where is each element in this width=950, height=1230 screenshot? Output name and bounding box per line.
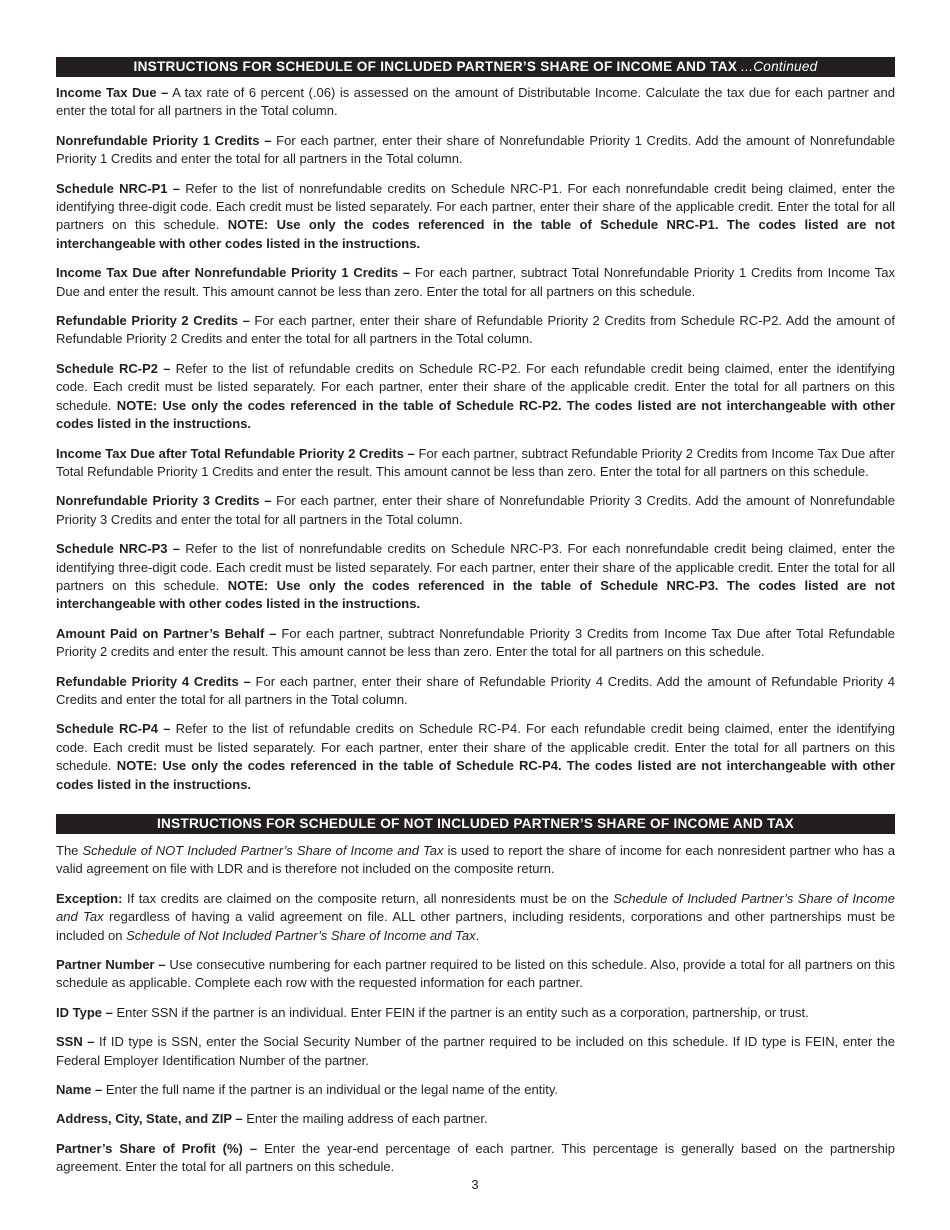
paragraph-body: For each partner, enter their share of Refundable Priority 4 Credits. Add the amount of Refundable Priority 4 Credits and enter the total for all partners in the Total column. <box>56 673 895 707</box>
intro-text: The <box>56 843 83 858</box>
schedule-rc-p4-paragraph <box>56 720 895 794</box>
paragraph-body: For each partner, enter their share of Nonrefundable Priority 1 Credits. Add the amount of Nonrefundable Priority 1 Credits and enter the total for all partners in the Total column. <box>56 132 895 167</box>
paragraph-heading: Amount Paid on Partner’s Behalf – <box>56 625 277 641</box>
paragraph-heading: Income Tax Due after Nonrefundable Priority 1 Credits – <box>56 265 411 281</box>
nonrefundable-priority-1-paragraph <box>56 132 895 169</box>
refundable-priority-2-paragraph <box>56 312 895 349</box>
partner-number-paragraph <box>56 956 895 993</box>
not-included-intro-paragraph <box>56 842 895 879</box>
paragraph-body: If ID type is SSN, enter the Social Security Number of the partner required to be included on this schedule. If ID type is FEIN, enter the Federal Employer Identification Number of the partner. <box>56 1034 896 1068</box>
instructions-page <box>56 57 895 1188</box>
exception-schedule-title: Schedule of Not Included Partner’s Share of Income and Tax <box>126 927 476 943</box>
paragraph-heading: Exception: <box>56 890 123 906</box>
paragraph-note: NOTE: Use only the codes referenced in the table of Schedule NRC-P3. The codes listed are not interchangeable with other codes listed in the instructions. <box>56 577 895 612</box>
paragraph-heading: Income Tax Due after Total Refundable Priority 2 Credits – <box>56 445 415 461</box>
amount-paid-on-behalf-paragraph <box>56 625 895 662</box>
paragraph-heading: Schedule NRC-P1 – <box>56 180 180 196</box>
paragraph-heading: Schedule RC-P2 – <box>56 360 171 376</box>
ssn-paragraph <box>56 1033 895 1070</box>
paragraph-heading: Nonrefundable Priority 3 Credits – <box>56 493 272 509</box>
income-tax-due-after-priority-2-paragraph <box>56 445 895 482</box>
page-number: 3 <box>471 1177 479 1192</box>
paragraph-body: Refer to the list of nonrefundable credits on Schedule NRC-P3. For each nonrefundable credit being claimed, enter the identifying three-digit code. Each credit must be listed separately. For each partner, enter their share of the applicable credit. Enter the total for all partners on this schedule. <box>56 541 895 593</box>
paragraph-body: Enter the mailing address of each partner. <box>242 1111 488 1127</box>
partner-share-of-profit-paragraph <box>56 1140 895 1177</box>
paragraph-note: NOTE: Use only the codes referenced in the table of Schedule NRC-P1. The codes listed are not interchangeable with other codes listed in the instructions. <box>56 217 895 251</box>
schedule-nrc-p3-paragraph <box>56 540 895 614</box>
refundable-priority-4-paragraph <box>56 673 895 710</box>
exception-schedule-title: Schedule of Included Partner’s Share of Income and Tax <box>56 890 895 925</box>
paragraph-heading: SSN – <box>56 1034 95 1050</box>
paragraph-body: For each partner, subtract Total Nonrefundable Priority 1 Credits from Income Tax Due and enter the result. This amount cannot be less than zero. Enter the total for all partners on this schedule. <box>56 265 895 299</box>
paragraph-note: NOTE: Use only the codes referenced in the table of Schedule RC-P4. The codes listed are not interchangeable with other codes listed in the instructions. <box>56 758 895 792</box>
paragraph-heading: Income Tax Due – <box>56 85 169 100</box>
intro-text: is used to report the share of income for each nonresident partner who has a valid agreement on file with LDR and is therefore not included on the composite return. <box>56 843 896 877</box>
schedule-rc-p2-paragraph <box>56 360 895 434</box>
exception-paragraph <box>56 890 895 945</box>
paragraph-heading: Refundable Priority 2 Credits – <box>56 313 250 329</box>
paragraph-body: Enter SSN if the partner is an individual. Enter FEIN if the partner is an entity such as a corporation, partnership, or trust. <box>112 1004 809 1020</box>
intro-schedule-title: Schedule of NOT Included Partner’s Share of Income and Tax <box>82 843 444 858</box>
included-section-banner <box>56 57 895 77</box>
paragraph-body: Enter the full name if the partner is an individual or the legal name of the entity. <box>102 1082 558 1098</box>
exception-text: regardless of having a valid agreement on file. ALL other partners, including residents, corporations and other partnerships must be included on <box>56 909 896 943</box>
paragraph-body: For each partner, enter their share of Refundable Priority 2 Credits from Schedule RC-P2. Add the amount of Refundable Priority 2 Credits and enter the total for all partners in the Total column. <box>56 313 895 347</box>
income-tax-due-paragraph <box>56 84 895 121</box>
paragraph-body: A tax rate of 6 percent (.06) is assessed on the amount of Distributable Income. Calculate the tax due for each partner and enter the total for all partners in the Total column. <box>56 85 895 119</box>
exception-text: . <box>475 927 480 943</box>
paragraph-body: Refer to the list of refundable credits on Schedule RC-P4. For each refundable credit being claimed, enter the identifying code. Each credit must be listed separately. For each partner, enter their share of the applicable credit. Enter the total for all partners on this schedule. <box>56 721 895 774</box>
paragraph-heading: Schedule RC-P4 – <box>56 721 171 737</box>
paragraph-body: For each partner, subtract Refundable Priority 2 Credits from Income Tax Due after Total Refundable Priority 1 Credits and enter the result. This amount cannot be less than zero. Enter the total for all partners on this schedule. <box>56 445 896 479</box>
schedule-nrc-p1-paragraph <box>56 180 895 254</box>
id-type-paragraph <box>56 1004 895 1022</box>
paragraph-body: For each partner, enter their share of Nonrefundable Priority 3 Credits. Add the amount of Nonrefundable Priority 3 Credits and enter the total for all partners in the Total column. <box>56 493 895 527</box>
exception-text: If tax credits are claimed on the composite return, all nonresidents must be on the <box>122 890 614 906</box>
not-included-section-banner: INSTRUCTIONS FOR SCHEDULE OF NOT INCLUDED PARTNER’S SHARE OF INCOME AND TAX <box>56 814 895 834</box>
paragraph-heading: Address, City, State, and ZIP – <box>56 1111 243 1127</box>
name-paragraph <box>56 1081 895 1099</box>
included-banner-continued: ...Continued <box>741 59 818 74</box>
paragraph-heading: Schedule NRC-P3 – <box>56 541 180 557</box>
paragraph-body: Refer to the list of nonrefundable credits on Schedule NRC-P1. For each nonrefundable credit being claimed, enter the identifying three-digit code. Each credit must be listed separately. For each partner, enter their share of the applicable credit. Enter the total for all partners on this schedule. <box>56 180 895 233</box>
paragraph-body: For each partner, subtract Nonrefundable Priority 3 Credits from Income Tax Due after Total Refundable Priority 2 credits and enter the result. This amount cannot be less than zero. Enter the total for all partners on this schedule. <box>56 625 895 660</box>
paragraph-body: Refer to the list of refundable credits on Schedule RC-P2. For each refundable credit being claimed, enter the identifying code. Each credit must be listed separately. For each partner, enter their share of the applicable credit. Enter the total for all partners on this schedule. <box>56 360 895 413</box>
paragraph-heading: Partner’s Share of Profit (%) – <box>56 1140 258 1156</box>
paragraph-heading: Name – <box>56 1082 103 1098</box>
paragraph-heading: Nonrefundable Priority 1 Credits – <box>56 132 272 148</box>
paragraph-heading: Refundable Priority 4 Credits – <box>56 673 251 689</box>
included-banner-title: INSTRUCTIONS FOR SCHEDULE OF INCLUDED PARTNER’S SHARE OF INCOME AND TAX <box>133 59 738 74</box>
paragraph-body: Enter the year-end percentage of each partner. This percentage is generally based on the partnership agreement. Enter the total for all partners on this schedule. <box>56 1140 895 1175</box>
paragraph-heading: Partner Number – <box>56 957 166 973</box>
income-tax-due-after-priority-1-paragraph <box>56 264 895 301</box>
paragraph-heading: ID Type – <box>56 1004 113 1020</box>
nonrefundable-priority-3-paragraph <box>56 492 895 529</box>
paragraph-body: Use consecutive numbering for each partner required to be listed on this schedule. Also, provide a total for all partners on this schedule as applicable. Complete each row with the requested information for each partner. <box>56 957 895 991</box>
address-paragraph <box>56 1110 895 1128</box>
paragraph-note: NOTE: Use only the codes referenced in the table of Schedule RC-P2. The codes listed are not interchangeable with other codes listed in the instructions. <box>56 397 895 432</box>
